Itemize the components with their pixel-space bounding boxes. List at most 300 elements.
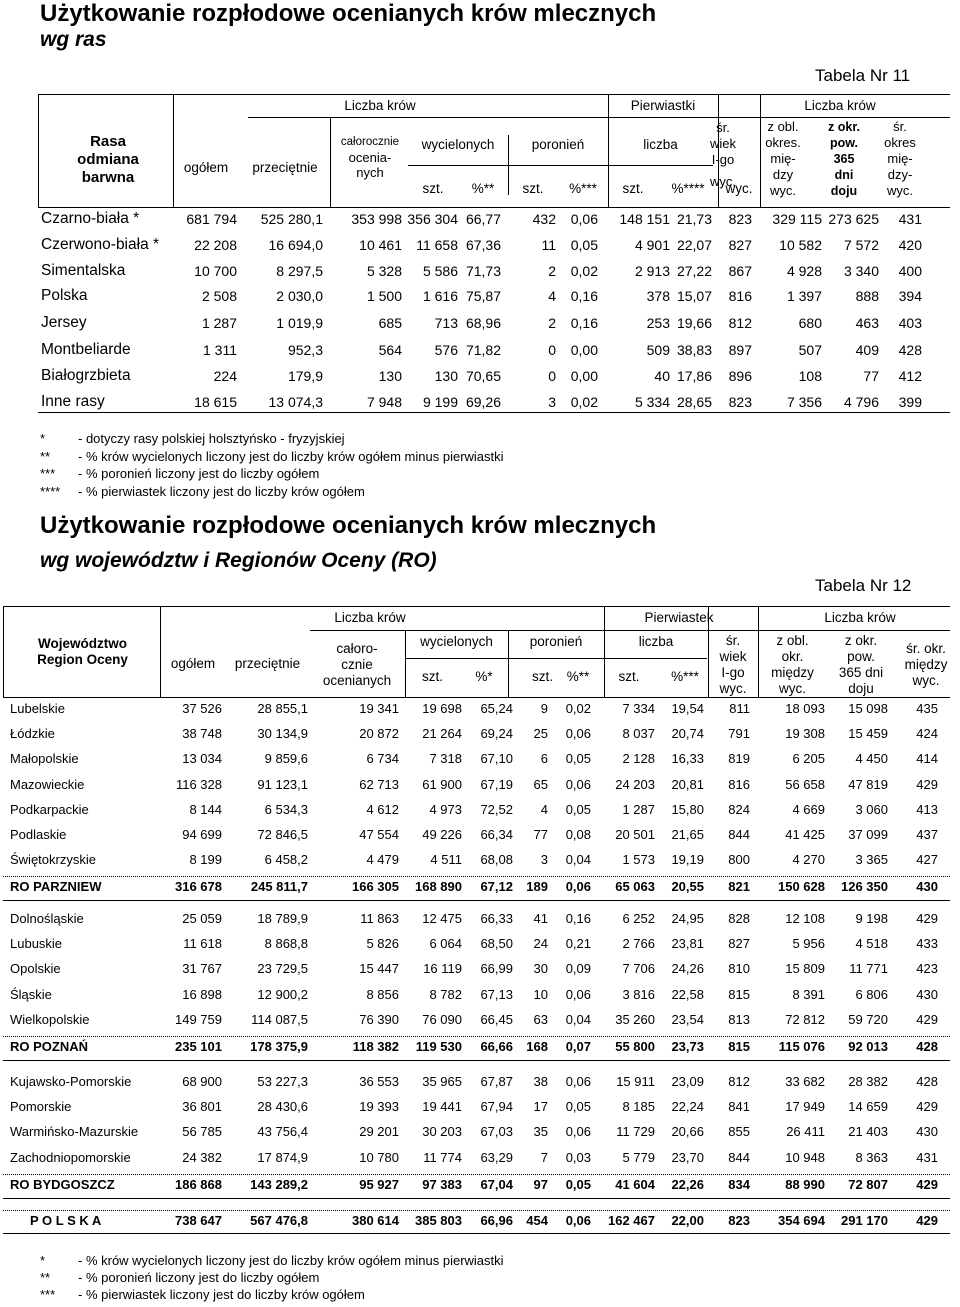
cell-col-2: 143 289,2 xyxy=(250,1176,308,1192)
cell-col-9: 20,81 xyxy=(671,776,704,792)
h1-poronien: poronień xyxy=(531,137,585,152)
h2-wyc: wyc. xyxy=(719,681,747,696)
h1-sr: śr. xyxy=(716,120,730,135)
table-row xyxy=(0,699,960,719)
h1-liczba-krow2: Liczba krów xyxy=(804,98,876,113)
cell-col-11: 10 948 xyxy=(785,1149,825,1165)
cell-col-11: 354 694 xyxy=(778,1213,825,1228)
cell-col-1: 38 748 xyxy=(182,726,222,742)
h2-wyc3: wyc. xyxy=(912,673,940,688)
h2-liczba-krow: Liczba krów xyxy=(334,610,406,625)
table1-number: Tabela Nr 11 xyxy=(815,66,911,85)
cell-col-4: 168 890 xyxy=(415,879,462,895)
cell-col-12: 3 340 xyxy=(843,263,879,279)
cell-col-8: 41 604 xyxy=(615,1176,655,1192)
cell-col-9: 22,00 xyxy=(671,1213,704,1228)
cell-col-10: 815 xyxy=(728,1039,750,1054)
cell-col-11: 4 928 xyxy=(786,263,822,279)
cell-col-1: 56 785 xyxy=(182,1124,222,1140)
footnote xyxy=(40,448,504,465)
cell-col-9: 38,83 xyxy=(676,342,712,358)
cell-col-3: 95 927 xyxy=(359,1176,399,1192)
cell-col-6: 35 xyxy=(533,1124,548,1140)
table1-subtitle: wg ras xyxy=(40,28,107,51)
cell-col-3: 7 948 xyxy=(366,394,402,410)
cell-col-8: 1 287 xyxy=(622,801,655,817)
cell-col-6: 11 xyxy=(541,237,556,253)
row-label: Lubelskie xyxy=(10,701,65,716)
h2-region: Region Oceny xyxy=(37,652,128,667)
cell-col-7: 0,05 xyxy=(570,237,598,253)
footnote-text: - % poronień liczony jest do liczby ogółem xyxy=(78,1270,320,1285)
cell-col-1: 316 678 xyxy=(175,879,222,895)
cell-col-7: 0,06 xyxy=(565,726,591,742)
cell-col-10: 828 xyxy=(728,911,750,926)
cell-col-8: 6 252 xyxy=(622,911,655,926)
cell-col-1: 8 144 xyxy=(189,801,222,817)
cell-col-4: 19 698 xyxy=(422,701,462,716)
h1-nych: nych xyxy=(356,165,384,180)
cell-col-10: 810 xyxy=(728,961,750,977)
row-label: Montbeliarde xyxy=(41,341,131,358)
cell-col-7: 0,04 xyxy=(565,852,591,868)
cell-col-9: 16,33 xyxy=(671,751,704,767)
cell-col-6: 63 xyxy=(533,1011,548,1027)
cell-col-7: 0,06 xyxy=(565,776,591,792)
cell-col-2: 6 534,3 xyxy=(264,801,308,817)
cell-col-3: 130 xyxy=(378,368,402,384)
cell-col-7: 0,07 xyxy=(565,1039,591,1054)
cell-col-5: 67,19 xyxy=(480,776,513,792)
cell-col-7: 0,02 xyxy=(570,263,598,279)
cell-col-10: 824 xyxy=(728,801,750,817)
table-row xyxy=(0,775,960,795)
cell-col-2: 6 458,2 xyxy=(264,852,308,868)
cell-col-8: 1 573 xyxy=(622,852,655,868)
table-row xyxy=(0,959,960,979)
footnote-marker: *** xyxy=(40,466,56,481)
footnote xyxy=(40,483,365,500)
cell-col-2: 30 134,9 xyxy=(257,726,308,742)
cell-col-7: 0,06 xyxy=(565,1213,591,1228)
cell-col-1: 8 199 xyxy=(189,852,222,868)
footnote xyxy=(40,1252,504,1269)
cell-col-2: 28 855,1 xyxy=(257,701,308,716)
cell-col-13: 394 xyxy=(898,288,922,304)
cell-col-10: 827 xyxy=(728,237,752,253)
cell-col-1: 186 868 xyxy=(175,1176,222,1192)
cell-col-13: 428 xyxy=(898,342,922,358)
cell-col-4: 356 304 xyxy=(407,211,458,227)
h1-doju: doju xyxy=(830,184,858,198)
cell-col-9: 22,24 xyxy=(671,1099,704,1115)
cell-col-10: 867 xyxy=(728,263,752,279)
h2-pct2: %** xyxy=(566,669,590,684)
cell-col-13: 437 xyxy=(916,827,938,842)
cell-col-2: 18 789,9 xyxy=(257,911,308,926)
cell-col-13: 435 xyxy=(916,701,938,716)
table-row xyxy=(0,749,960,769)
cell-col-10: 823 xyxy=(728,1213,750,1228)
cell-col-6: 65 xyxy=(533,776,548,792)
cell-col-3: 6 734 xyxy=(366,751,399,767)
row-label: Podkarpackie xyxy=(10,801,89,817)
cell-col-5: 67,12 xyxy=(480,879,513,895)
cell-col-6: 4 xyxy=(540,801,548,817)
cell-col-12: 11 771 xyxy=(849,961,888,977)
table-row xyxy=(0,1010,960,1030)
table-row xyxy=(0,340,960,360)
h1-dzy2: dzy- xyxy=(887,167,913,182)
cell-col-6: 25 xyxy=(533,726,548,742)
cell-col-4: 12 475 xyxy=(422,911,462,926)
cell-col-10: 844 xyxy=(728,827,750,842)
cell-col-13: 429 xyxy=(916,1099,938,1115)
h1-igo: I-go xyxy=(711,152,735,167)
cell-col-13: 430 xyxy=(916,879,938,895)
cell-col-9: 24,26 xyxy=(671,961,704,977)
cell-col-8: 8 037 xyxy=(622,726,655,742)
table-row xyxy=(0,850,960,870)
h1-oceniа: oceniа- xyxy=(348,150,392,165)
cell-col-12: 463 xyxy=(855,315,879,331)
cell-col-5: 65,24 xyxy=(480,701,513,716)
row-label: Czerwono-biała * xyxy=(41,236,160,253)
cell-col-5: 68,08 xyxy=(480,852,513,868)
cell-col-2: 952,3 xyxy=(287,342,323,358)
cell-col-8: 7 706 xyxy=(622,961,655,977)
h2-zokr: z okr. xyxy=(844,633,878,648)
h1-szt-1: szt. xyxy=(422,181,444,196)
cell-col-11: 108 xyxy=(798,368,822,384)
cell-col-1: 738 647 xyxy=(175,1213,222,1228)
cell-col-2: 23 729,5 xyxy=(257,961,308,977)
cell-col-12: 4 450 xyxy=(855,751,888,767)
cell-col-4: 1 616 xyxy=(422,288,458,304)
cell-col-9: 28,65 xyxy=(676,394,712,410)
cell-col-1: 10 700 xyxy=(194,263,237,279)
cell-col-9: 23,09 xyxy=(671,1074,704,1089)
cell-col-3: 166 305 xyxy=(352,879,399,895)
cell-col-4: 130 xyxy=(434,368,458,384)
cell-col-13: 428 xyxy=(916,1039,938,1054)
h1-wycielonych: wycielonych xyxy=(421,137,495,152)
row-label: Zachodniopomorskie xyxy=(10,1149,131,1165)
cell-col-12: 15 098 xyxy=(848,701,888,716)
cell-col-2: 114 087,5 xyxy=(251,1011,308,1027)
h1-pct4: %**** xyxy=(671,181,705,196)
h1-rasa: Rasa xyxy=(90,133,126,150)
h1-mie: mię- xyxy=(770,151,796,166)
cell-col-6: 17 xyxy=(533,1099,548,1115)
region-total-row xyxy=(0,877,960,897)
cell-col-1: 1 287 xyxy=(201,315,237,331)
cell-col-2: 13 074,3 xyxy=(268,394,323,410)
region-total-row xyxy=(0,1175,960,1195)
cell-col-10: 827 xyxy=(728,936,750,952)
cell-col-11: 150 628 xyxy=(778,879,825,895)
footnote-text: - dotyczy rasy polskiej holsztyńsko - fryzyjskiej xyxy=(78,431,345,446)
cell-col-3: 10 780 xyxy=(359,1149,399,1165)
cell-col-5: 67,04 xyxy=(480,1176,513,1192)
table1-title: Użytkowanie rozpłodowe ocenianych krów mlecznych xyxy=(40,0,657,27)
cell-col-11: 72 812 xyxy=(785,1011,825,1027)
cell-col-8: 4 901 xyxy=(634,237,670,253)
cell-col-12: 9 198 xyxy=(855,911,888,926)
cell-col-13: 429 xyxy=(916,1213,938,1228)
h1-dni: dni xyxy=(834,168,854,182)
cell-col-6: 2 xyxy=(548,315,556,331)
cell-col-6: 168 xyxy=(526,1039,548,1054)
cell-col-7: 0,00 xyxy=(570,342,598,358)
cell-col-10: 816 xyxy=(728,288,752,304)
h2-liczba: liczba xyxy=(638,634,674,649)
table-row xyxy=(0,366,960,386)
cell-col-12: 92 013 xyxy=(848,1039,888,1054)
cell-col-9: 23,81 xyxy=(671,936,704,952)
footnote xyxy=(40,465,319,482)
table-row xyxy=(0,235,960,255)
cell-col-1: 22 208 xyxy=(194,237,237,253)
row-separator xyxy=(3,900,950,901)
table2-number: Tabela Nr 12 xyxy=(815,576,912,595)
cell-col-8: 5 334 xyxy=(634,394,670,410)
cell-col-11: 8 391 xyxy=(792,986,825,1002)
cell-col-10: 844 xyxy=(728,1149,750,1165)
footnote-marker: **** xyxy=(40,483,61,499)
row-label: Podlaskie xyxy=(10,827,67,842)
h2-pierwiastek: Pierwiastek xyxy=(644,610,714,625)
row-label: Kujawsko-Pomorskie xyxy=(10,1074,132,1089)
cell-col-6: 41 xyxy=(533,911,548,926)
cell-col-11: 10 582 xyxy=(779,237,822,253)
h2-liczba-krow2: Liczba krów xyxy=(824,610,896,625)
h2-miedzy2: między xyxy=(904,657,948,672)
h1-wyc: wyc. xyxy=(710,174,736,189)
cell-col-3: 29 201 xyxy=(359,1124,399,1140)
cell-col-8: 253 xyxy=(646,315,670,331)
cell-col-13: 427 xyxy=(916,852,938,868)
cell-col-7: 0,06 xyxy=(565,986,591,1002)
cell-col-6: 6 xyxy=(540,751,548,767)
cell-col-2: 179,9 xyxy=(287,368,323,384)
cell-col-8: 7 334 xyxy=(622,701,655,716)
cell-col-8: 162 467 xyxy=(608,1213,655,1228)
cell-col-13: 403 xyxy=(898,315,922,331)
cell-col-6: 24 xyxy=(533,936,548,952)
cell-col-3: 76 390 xyxy=(359,1011,399,1027)
cell-col-3: 19 393 xyxy=(359,1099,399,1115)
cell-col-6: 189 xyxy=(526,879,548,895)
cell-col-2: 72 846,5 xyxy=(257,827,308,842)
row-label: Jersey xyxy=(41,314,87,331)
h1-365: 365 xyxy=(833,152,855,166)
cell-col-5: 67,03 xyxy=(480,1124,513,1140)
h1-liczba: liczba xyxy=(643,137,678,152)
cell-col-3: 47 554 xyxy=(359,827,399,842)
h1-zobl: z obl. xyxy=(767,119,799,134)
cell-col-13: 420 xyxy=(898,237,922,253)
cell-col-7: 0,02 xyxy=(570,394,598,410)
cell-col-10: 897 xyxy=(728,342,752,358)
cell-col-2: 17 874,9 xyxy=(257,1149,308,1165)
cell-col-11: 19 308 xyxy=(785,726,825,742)
h1-dzy: dzy xyxy=(772,167,794,182)
cell-col-3: 1 500 xyxy=(366,288,402,304)
cell-col-5: 70,65 xyxy=(465,368,501,384)
cell-col-5: 66,34 xyxy=(480,827,513,842)
cell-col-12: 8 363 xyxy=(855,1149,888,1165)
cell-col-11: 4 669 xyxy=(792,801,825,817)
cell-col-5: 63,29 xyxy=(480,1149,513,1165)
cell-col-13: 431 xyxy=(916,1149,938,1165)
h2-doju: doju xyxy=(848,681,874,696)
cell-col-12: 77 xyxy=(863,368,879,384)
h1-pct3: %*** xyxy=(569,181,597,196)
cell-col-12: 3 365 xyxy=(855,852,888,868)
row-label: Białogrzbieta xyxy=(41,367,131,384)
cell-col-5: 67,36 xyxy=(465,237,501,253)
h1-pierwiastki: Pierwiastki xyxy=(630,98,696,113)
cell-col-8: 378 xyxy=(646,288,670,304)
cell-col-6: 0 xyxy=(548,368,556,384)
cell-col-11: 680 xyxy=(798,315,822,331)
cell-col-11: 115 076 xyxy=(778,1039,825,1054)
h2-igo: I-go xyxy=(721,665,745,680)
cell-col-1: 94 699 xyxy=(182,827,222,842)
cell-col-11: 12 108 xyxy=(785,911,825,926)
h1-zokr: z okr. xyxy=(828,120,860,134)
cell-col-9: 22,58 xyxy=(671,986,704,1002)
cell-col-12: 37 099 xyxy=(848,827,888,842)
cell-col-5: 67,13 xyxy=(480,986,513,1002)
table-row xyxy=(0,286,960,306)
cell-col-4: 16 119 xyxy=(423,961,462,977)
cell-col-10: 821 xyxy=(728,879,750,895)
cell-col-8: 3 816 xyxy=(622,986,655,1002)
footnote-text: - % krów wycielonych liczony jest do liczby krów ogółem minus pierwiastki xyxy=(78,448,504,464)
footnote xyxy=(40,1286,365,1303)
row-label: P O L S K A xyxy=(30,1213,102,1228)
cell-col-5: 75,87 xyxy=(465,288,501,304)
row-label: Śląskie xyxy=(10,986,52,1002)
cell-col-7: 0,21 xyxy=(565,936,591,952)
row-label: Polska xyxy=(41,287,88,304)
cell-col-7: 0,08 xyxy=(565,827,591,842)
cell-col-1: 149 759 xyxy=(175,1011,222,1027)
h1-wyc4: wyc. xyxy=(725,181,753,196)
cell-col-5: 67,10 xyxy=(480,751,513,767)
table-row xyxy=(0,825,960,845)
h2-wycielonych: wycielonych xyxy=(420,634,493,649)
cell-col-11: 41 425 xyxy=(785,827,825,842)
row-label: RO BYDGOSZCZ xyxy=(10,1176,115,1192)
cell-col-11: 1 397 xyxy=(786,288,822,304)
h1-sro: śr. xyxy=(893,119,907,134)
cell-col-7: 0,06 xyxy=(565,1124,591,1140)
cell-col-13: 412 xyxy=(898,368,922,384)
cell-col-2: 178 375,9 xyxy=(250,1039,308,1054)
cell-col-13: 429 xyxy=(916,1176,938,1192)
h2-woj: Województwo xyxy=(38,636,127,651)
cell-col-10: 823 xyxy=(728,394,752,410)
row-label: Warmińsko-Mazurskie xyxy=(10,1124,139,1140)
cell-col-12: 14 659 xyxy=(848,1099,888,1115)
cell-col-8: 509 xyxy=(646,342,670,358)
row-label: Czarno-biała * xyxy=(41,210,140,227)
cell-col-11: 329 115 xyxy=(772,211,822,227)
cell-col-3: 5 328 xyxy=(366,263,402,279)
table2-subtitle: wg województw i Regionów Oceny (RO) xyxy=(40,549,437,572)
cell-col-4: 35 965 xyxy=(422,1074,462,1089)
cell-col-6: 432 xyxy=(532,211,556,227)
table-row xyxy=(0,934,960,954)
cell-col-11: 7 356 xyxy=(786,394,822,410)
h1-calorocznie: całorocznie xyxy=(340,136,400,148)
table-row xyxy=(0,261,960,281)
h2-miedzy: między xyxy=(771,665,814,680)
cell-col-4: 8 782 xyxy=(429,986,462,1002)
cell-col-5: 66,96 xyxy=(480,1213,513,1228)
h1-szt-2: szt. xyxy=(522,181,544,196)
cell-col-9: 20,55 xyxy=(671,879,704,895)
h2-365: 365 dni xyxy=(838,665,884,680)
cell-col-9: 21,73 xyxy=(676,211,712,227)
cell-col-7: 0,04 xyxy=(565,1011,591,1027)
row-label: Łódzkie xyxy=(10,726,55,742)
cell-col-7: 0,05 xyxy=(565,1099,591,1115)
cell-col-8: 55 800 xyxy=(615,1039,655,1054)
table-row xyxy=(0,909,960,929)
cell-col-3: 4 612 xyxy=(366,801,399,817)
cell-col-7: 0,06 xyxy=(565,879,591,895)
cell-col-13: 429 xyxy=(916,776,938,792)
cell-col-2: 43 756,4 xyxy=(257,1124,308,1140)
cell-col-11: 15 809 xyxy=(785,961,825,977)
cell-col-1: 681 794 xyxy=(186,211,237,227)
cell-col-3: 5 826 xyxy=(366,936,399,952)
h1-przecietnie: przeciętnie xyxy=(252,160,318,175)
cell-col-12: 15 459 xyxy=(848,726,888,742)
cell-col-4: 11 658 xyxy=(416,237,458,253)
cell-col-1: 36 801 xyxy=(182,1099,222,1115)
cell-col-7: 0,02 xyxy=(565,701,591,716)
cell-col-4: 713 xyxy=(434,315,458,331)
cell-col-12: 4 796 xyxy=(843,394,879,410)
cell-col-4: 119 530 xyxy=(415,1039,462,1054)
cell-col-10: 896 xyxy=(728,368,752,384)
footnote-text: - % pierwiastek liczony jest do liczby krów ogółem xyxy=(78,483,365,499)
cell-col-3: 11 863 xyxy=(360,911,399,926)
cell-col-3: 15 447 xyxy=(359,961,399,977)
h2-sr: śr. xyxy=(725,633,741,648)
cell-col-9: 15,80 xyxy=(671,801,704,817)
table2-title: Użytkowanie rozpłodowe ocenianych krów mlecznych xyxy=(40,512,657,539)
h2-poronien: poronień xyxy=(529,634,583,649)
cell-col-7: 0,09 xyxy=(565,961,591,977)
cell-col-8: 15 911 xyxy=(616,1074,655,1089)
cell-col-9: 19,54 xyxy=(671,701,704,716)
cell-col-2: 8 297,5 xyxy=(276,263,323,279)
cell-col-4: 385 803 xyxy=(415,1213,462,1228)
row-label: Opolskie xyxy=(10,961,61,977)
row-separator xyxy=(3,1060,950,1061)
footnote xyxy=(40,1269,319,1286)
h2-okr: okr. xyxy=(781,649,804,664)
footnote-text: - % poronień liczony jest do liczby ogółem xyxy=(78,466,320,481)
cell-col-9: 22,26 xyxy=(671,1176,704,1192)
cell-col-5: 66,45 xyxy=(480,1011,513,1027)
